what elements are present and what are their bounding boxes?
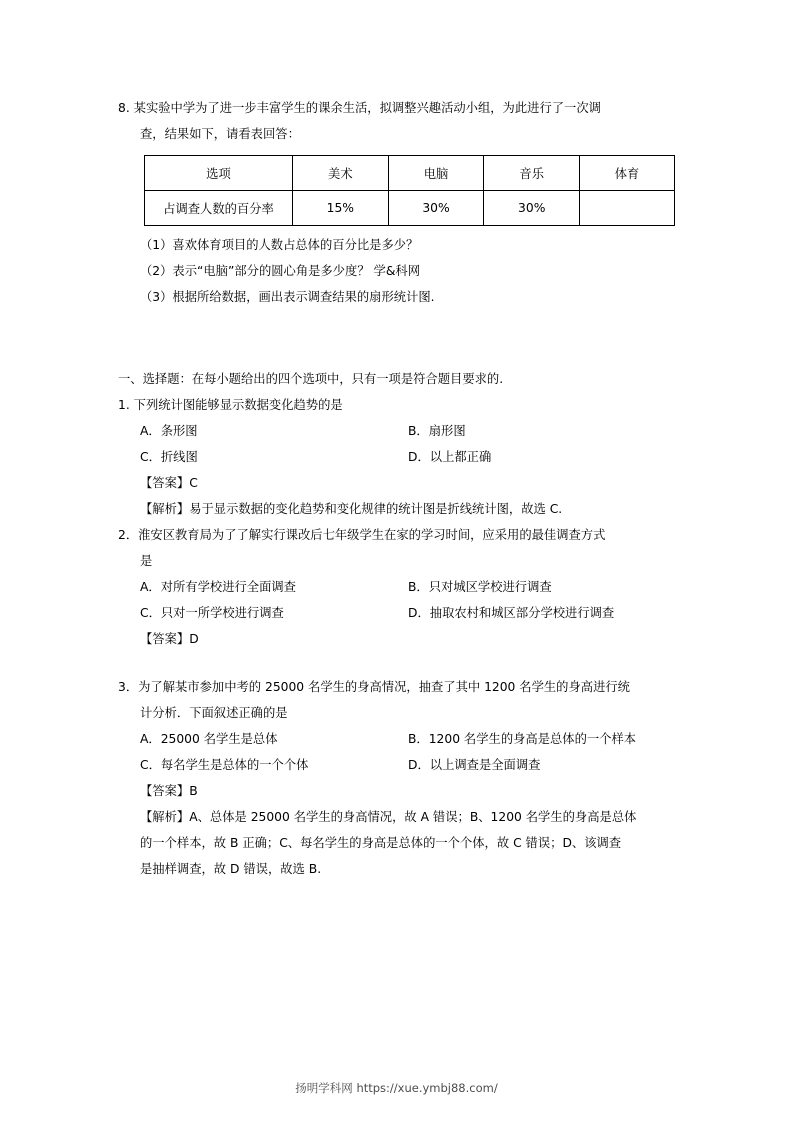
q3-stem: 3．为了解某市参加中考的 25000 名学生的身高情况，抽查了其中 1200 名学生的身高进行统 xyxy=(118,680,630,694)
q2-answer: 【答案】D xyxy=(140,632,199,646)
q2-choice-c: C．只对一所学校进行调查 xyxy=(140,606,284,620)
table-cell-header-0: 选项 xyxy=(145,156,293,191)
section-heading-choice: 一、选择题：在每小题给出的四个选项中，只有一项是符合题目要求的. xyxy=(118,372,504,386)
q1-choice-b: B．扇形图 xyxy=(408,424,466,438)
q1-choice-d: D．以上都正确 xyxy=(408,450,492,464)
table-cell-header-4: 体育 xyxy=(580,156,675,191)
table-cell-data-4 xyxy=(580,191,675,226)
q2-stem: 2．淮安区教育局为了了解实行课改后七年级学生在家的学习时间，应采用的最佳调查方式 xyxy=(118,528,606,542)
table-cell-header-3: 音乐 xyxy=(484,156,580,191)
table-cell-header-2: 电脑 xyxy=(388,156,484,191)
table-cell-data-1: 15% xyxy=(292,191,388,226)
footer-url: https://xue.ymbj88.com/ xyxy=(356,1081,498,1095)
page-footer xyxy=(0,1080,793,1096)
q3-choice-b: B．1200 名学生的身高是总体的一个样本 xyxy=(408,732,637,746)
q1-choices-row-2 xyxy=(118,444,675,470)
q8-line1: 8. 某实验中学为了进一步丰富学生的课余生活，拟调整兴趣活动小组，为此进行了一次调 xyxy=(118,101,601,115)
q2-choices-row-2 xyxy=(118,600,675,626)
question-1 xyxy=(118,392,675,522)
q3-stem-cont: 计分析．下面叙述正确的是 xyxy=(140,706,288,720)
question-3 xyxy=(118,674,675,882)
q1-choice-c: C．折线图 xyxy=(140,450,198,464)
table-cell-header-1: 美术 xyxy=(292,156,388,191)
q8-sub-2: （2）表示“电脑”部分的圆心角是多少度？ 学&科网 xyxy=(140,264,421,278)
question-8 xyxy=(118,95,675,310)
q8-sub-3: （3）根据所给数据，画出表示调查结果的扇形统计图. xyxy=(140,290,435,304)
table-row-data xyxy=(145,191,675,226)
table-row-header xyxy=(145,156,675,191)
table-cell-data-0: 占调查人数的百分率 xyxy=(145,191,293,226)
q1-explanation: 【解析】易于显示数据的变化趋势和变化规律的统计图是折线统计图，故选 C. xyxy=(140,502,563,516)
table-cell-data-2: 30% xyxy=(388,191,484,226)
q1-choice-a: A．条形图 xyxy=(140,424,198,438)
q1-stem: 1. 下列统计图能够显示数据变化趋势的是 xyxy=(118,398,343,412)
q3-explanation-line-2: 的一个样本，故 B 正确；C、每名学生的身高是总体的一个个体，故 C 错误；D、该调查 xyxy=(140,836,622,850)
q3-choice-c: C．每名学生是总体的一个个体 xyxy=(140,758,309,772)
q3-explanation-line-1: 【解析】A、总体是 25000 名学生的身高情况，故 A 错误；B、1200 名学生的身高是总体 xyxy=(140,810,637,824)
question-gap xyxy=(118,652,675,674)
q3-answer: 【答案】B xyxy=(140,784,198,798)
q2-choice-b: B．只对城区学校进行调查 xyxy=(408,580,552,594)
section-gap xyxy=(118,310,675,366)
q8-sub-1: （1）喜欢体育项目的人数占总体的百分比是多少？ xyxy=(140,238,419,252)
q1-answer: 【答案】C xyxy=(140,476,198,490)
survey-table xyxy=(144,155,675,226)
q8-line2: 查，结果如下，请看表回答： xyxy=(140,127,300,141)
q3-choices-row-1 xyxy=(118,726,675,752)
q3-choice-d: D．以上调查是全面调查 xyxy=(408,758,541,772)
q2-stem-cont: 是 xyxy=(140,554,153,568)
q3-choice-a: A．25000 名学生是总体 xyxy=(140,732,278,746)
q3-choices-row-2 xyxy=(118,752,675,778)
q2-choices-row-1 xyxy=(118,574,675,600)
q2-choice-a: A．对所有学校进行全面调查 xyxy=(140,580,296,594)
footer-brand: 扬明学科网 xyxy=(295,1081,353,1095)
table-cell-data-3: 30% xyxy=(484,191,580,226)
q2-choice-d: D．抽取农村和城区部分学校进行调查 xyxy=(408,606,615,620)
question-2 xyxy=(118,522,675,652)
q1-choices-row-1 xyxy=(118,418,675,444)
q3-explanation-line-3: 是抽样调查，故 D 错误，故选 B. xyxy=(140,862,322,876)
